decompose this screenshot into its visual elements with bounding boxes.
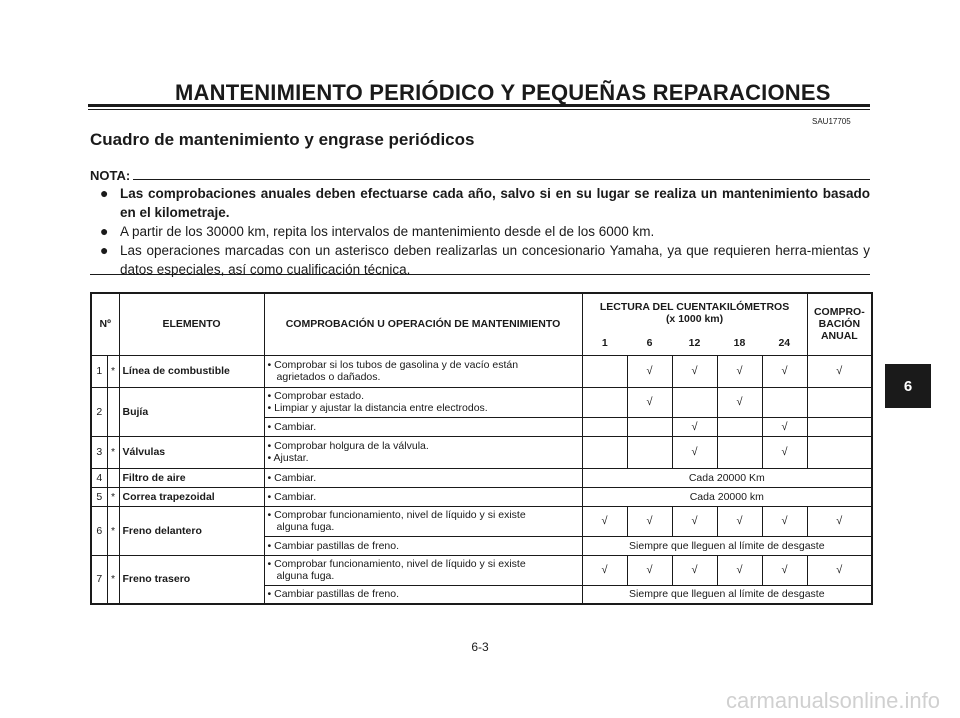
check-cell: √	[582, 506, 627, 536]
row-element: Válvulas	[119, 436, 264, 468]
op-line: • Ajustar.	[267, 452, 309, 464]
row-num: 6	[91, 506, 107, 555]
check-cell: √	[582, 555, 627, 585]
op-line: • Comprobar estado.	[267, 390, 364, 402]
nota-rule	[133, 179, 870, 180]
check-cell: √	[627, 555, 672, 585]
check-cell	[807, 417, 872, 436]
interval-cell: Siempre que lleguen al límite de desgaste	[582, 536, 872, 555]
header-rule-thick	[88, 104, 870, 107]
check-cell: √	[627, 355, 672, 387]
table-row	[91, 436, 872, 468]
row-element: Línea de combustible	[119, 355, 264, 387]
op-line: • Limpiar y ajustar la distancia entre electrodos.	[267, 402, 488, 414]
check-cell	[582, 355, 627, 387]
check-cell: √	[762, 417, 807, 436]
row-operation: • Cambiar.	[264, 417, 582, 436]
table-row	[91, 506, 872, 536]
check-cell: √	[672, 355, 717, 387]
row-num: 5	[91, 487, 107, 506]
header-km: 18	[717, 331, 762, 355]
row-operation: • Cambiar pastillas de freno.	[264, 585, 582, 604]
row-operation	[264, 555, 582, 585]
row-operation: • Cambiar pastillas de freno.	[264, 536, 582, 555]
bullet-icon: ●	[100, 223, 109, 239]
row-operation	[264, 506, 582, 536]
note-text: A partir de los 30000 km, repita los intervalos de mantenimiento desde el de los 6000 km.	[120, 224, 655, 239]
table-row	[91, 468, 872, 487]
check-cell: √	[672, 506, 717, 536]
check-cell	[582, 417, 627, 436]
interval-cell: Cada 20000 Km	[582, 468, 872, 487]
row-star	[107, 387, 119, 436]
interval-cell: Cada 20000 km	[582, 487, 872, 506]
check-cell: √	[672, 436, 717, 468]
notes-end-rule	[90, 274, 870, 275]
row-star: *	[107, 436, 119, 468]
header-element: ELEMENTO	[119, 293, 264, 355]
maintenance-table	[90, 292, 873, 605]
check-cell: √	[717, 506, 762, 536]
bullet-icon: ●	[100, 185, 109, 201]
row-num: 2	[91, 387, 107, 436]
page-header-title: MANTENIMIENTO PERIÓDICO Y PEQUEÑAS REPARACIONES	[175, 80, 831, 105]
header-num: Nº	[91, 293, 119, 355]
header-annual: COMPRO-BACIÓN ANUAL	[807, 293, 872, 355]
check-cell	[627, 436, 672, 468]
check-cell: √	[762, 436, 807, 468]
nota-label: NOTA:	[90, 168, 131, 183]
header-km: 12	[672, 331, 717, 355]
check-cell: √	[762, 506, 807, 536]
row-num: 3	[91, 436, 107, 468]
row-star	[107, 468, 119, 487]
header-km: 6	[627, 331, 672, 355]
note-text: Las operaciones marcadas con un asterisco deben realizarlas un concesionario Yamaha, ya que requieren herra-mientas y datos especiales, así como cualificación técnica.	[120, 243, 870, 277]
check-cell: √	[627, 506, 672, 536]
check-cell: √	[807, 355, 872, 387]
note-item	[100, 184, 870, 222]
op-line: alguna fuga.	[276, 570, 335, 582]
check-cell	[627, 417, 672, 436]
table-row	[91, 355, 872, 387]
header-odometer-label: LECTURA DEL CUENTAKILÓMETROS	[599, 300, 790, 313]
notes-list	[100, 184, 870, 279]
row-element: Filtro de aire	[119, 468, 264, 487]
row-num: 7	[91, 555, 107, 604]
check-cell	[582, 387, 627, 417]
bullet-icon: ●	[100, 242, 109, 258]
row-element: Freno trasero	[119, 555, 264, 604]
op-line: • Comprobar si los tubos de gasolina y de vacío están	[267, 359, 519, 371]
check-cell: √	[717, 555, 762, 585]
watermark: carmanualsonline.info	[725, 688, 940, 713]
table-row	[91, 387, 872, 417]
row-operation: • Cambiar.	[264, 468, 582, 487]
row-element: Correa trapezoidal	[119, 487, 264, 506]
row-operation: • Cambiar.	[264, 487, 582, 506]
header-rule-thin	[88, 109, 870, 110]
check-cell: √	[672, 417, 717, 436]
row-star: *	[107, 487, 119, 506]
check-cell: √	[627, 387, 672, 417]
row-operation	[264, 355, 582, 387]
check-cell: √	[672, 555, 717, 585]
check-cell: √	[807, 506, 872, 536]
check-cell	[717, 417, 762, 436]
header-operation: COMPROBACIÓN U OPERACIÓN DE MANTENIMIENTO	[264, 293, 582, 355]
op-line: alguna fuga.	[276, 521, 335, 533]
row-num: 4	[91, 468, 107, 487]
interval-cell: Siempre que lleguen al límite de desgaste	[582, 585, 872, 604]
op-line: • Comprobar funcionamiento, nivel de líquido y si existe	[267, 509, 526, 521]
check-cell	[762, 387, 807, 417]
section-code: SAU17705	[812, 117, 851, 126]
row-star: *	[107, 555, 119, 604]
header-km: 1	[582, 331, 627, 355]
row-operation	[264, 436, 582, 468]
row-num: 1	[91, 355, 107, 387]
check-cell: √	[762, 355, 807, 387]
op-line: • Comprobar funcionamiento, nivel de líquido y si existe	[267, 558, 526, 570]
op-line: • Comprobar holgura de la válvula.	[267, 440, 429, 452]
check-cell: √	[717, 387, 762, 417]
table-row	[91, 555, 872, 585]
note-item	[100, 222, 870, 241]
header-km: 24	[762, 331, 807, 355]
op-line: agrietados o dañados.	[276, 371, 381, 383]
check-cell: √	[807, 555, 872, 585]
header-odometer	[582, 293, 807, 331]
check-cell	[807, 436, 872, 468]
note-text: Las comprobaciones anuales deben efectuarse cada año, salvo si en su lugar se realiza un mantenimiento basado en el kilometraje.	[120, 186, 870, 220]
check-cell	[672, 387, 717, 417]
check-cell	[807, 387, 872, 417]
header-odometer-unit: (x 1000 km)	[665, 312, 724, 325]
page-number: 6-3	[471, 640, 489, 654]
chapter-tab: 6	[885, 364, 931, 408]
row-star: *	[107, 355, 119, 387]
table-row	[91, 487, 872, 506]
section-title: Cuadro de mantenimiento y engrase periódicos	[90, 130, 475, 149]
row-star: *	[107, 506, 119, 555]
check-cell	[582, 436, 627, 468]
check-cell: √	[717, 355, 762, 387]
row-element: Freno delantero	[119, 506, 264, 555]
check-cell: √	[762, 555, 807, 585]
check-cell	[717, 436, 762, 468]
row-element: Bujía	[119, 387, 264, 436]
row-operation	[264, 387, 582, 417]
